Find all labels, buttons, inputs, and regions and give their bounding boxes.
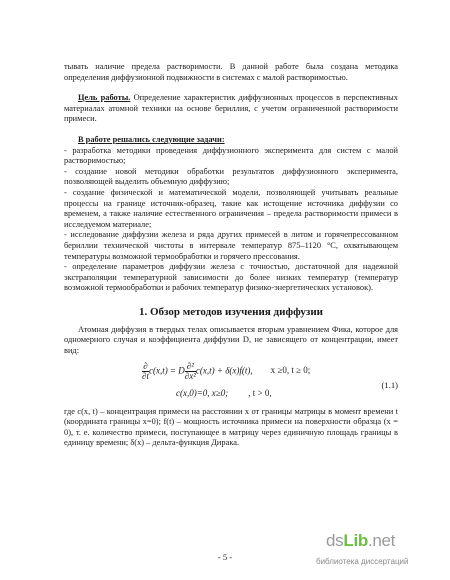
- task-item: - создание физической и математической модели, позволяющей учитывать реальные процессы на границе источник-образец, такие как истощение источника диффузии со временем, а также наличие естественного ограничения – предела растворимости примеси в исследуемом материале;: [64, 187, 398, 229]
- watermark-logo: [326, 531, 396, 550]
- watermark: [316, 531, 446, 576]
- task-item: - разработка методики проведения диффузионного эксперимента для систем с малой растворимостью;: [64, 145, 398, 166]
- frac-den: ∂t: [142, 370, 149, 381]
- watermark-subtitle: библиотека диссертаций: [316, 557, 409, 566]
- fraction-time: [142, 362, 149, 381]
- logo-prefix: ds: [326, 531, 344, 550]
- section-intro: Атомная диффузия в твердых телах описывается вторым уравнением Фика, которое для одномерного случая и коэффициента диффузии D, не зависящего от концентрации, имеет вид:: [64, 324, 398, 356]
- equation-line-1: [142, 362, 310, 381]
- paragraph-continuation: тывать наличие предела растворимости. В данной работе была создана методика определения диффузионной подвижности в системах с малой растворимостью.: [64, 62, 398, 82]
- tasks-header: [64, 135, 398, 146]
- equation-condition-2: , t > 0,: [248, 387, 272, 398]
- tasks-header-text: В работе решались следующие задачи:: [78, 134, 225, 144]
- initial-condition: c(x,0)=0, x≥0;: [176, 387, 229, 398]
- equation-line-2: [176, 388, 272, 399]
- section-explanation: где c(x, t) – концентрация примеси на расстоянии x от границы матрицы в момент времени t (координата границы x=0); f(t) – мощность источника примеси на поверхности образца (x = 0), т. е. количество примеси, поступающее в матрицу через единичную площадь границы в единицу времени; δ(x) – дельта-функция Дирака.: [64, 406, 398, 448]
- logo-mid: Lib: [343, 531, 368, 550]
- goal-paragraph: [64, 93, 398, 125]
- document-page: [64, 62, 398, 449]
- equation-lhs: c(x,t) = D: [148, 365, 185, 376]
- task-item: - создание новой методики обработки результатов диффузионного эксперимента, позволяющей выделить объемную диффузию;: [64, 166, 398, 187]
- frac-den: ∂x²: [184, 370, 196, 381]
- equation-condition-1: x ≥0, t ≥ 0;: [270, 365, 311, 376]
- equation-number: (1.1): [381, 379, 398, 390]
- task-item: - определение параметров диффузии железа с точностью, достаточной для надежной экстраполяции температурной зависимости до более низких температур (температур возможной термообработки и рабочих температур физико-энергетических установок).: [64, 262, 398, 293]
- section-title: 1. Обзор методов изучения диффузии: [138, 305, 323, 318]
- fraction-space: [185, 362, 196, 381]
- logo-suffix: .net: [367, 531, 396, 550]
- goal-label: Цель работы.: [78, 93, 131, 103]
- equation-block: [64, 360, 398, 404]
- page-number: - 5 -: [217, 552, 233, 562]
- task-item: - исследование диффузии железа и ряда других примесей в литом и горячепрессованном бериллии технической чистоты в интервале температур 875–1120 °C, охватывающем температуры возможной термообработки и горячего прессования.: [64, 230, 398, 261]
- frac-num: ∂²: [186, 360, 194, 371]
- equation-rhs: c(x,t) + δ(x)f(t),: [195, 365, 253, 376]
- frac-num: ∂: [143, 360, 148, 371]
- goal-text: Определение характеристик диффузионных процессов в перспективных материалах атомной техники на основе бериллия, с учетом ограниченной растворимости примеси.: [64, 93, 398, 124]
